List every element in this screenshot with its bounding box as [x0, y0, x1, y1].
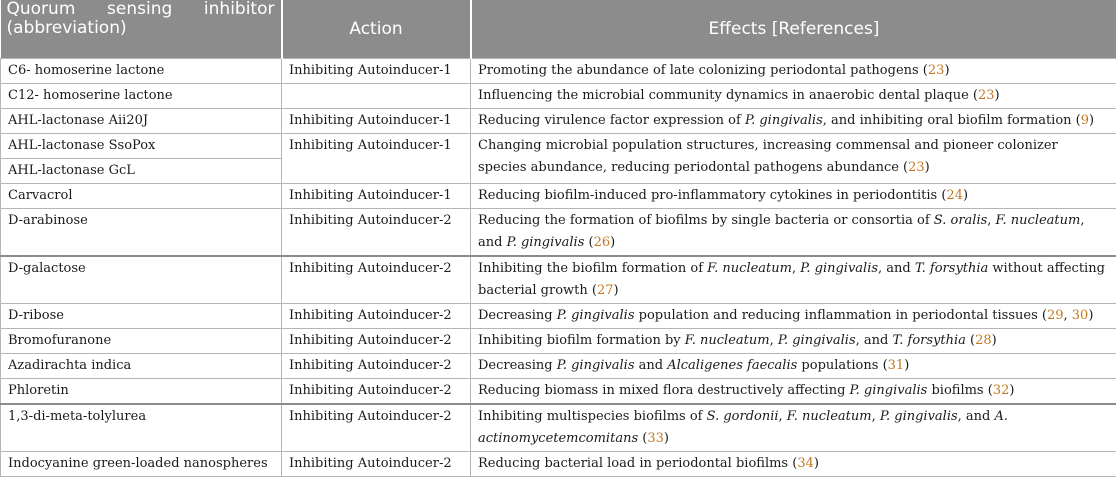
species-name: Alcaligenes faecalis [667, 358, 797, 373]
action-cell: Inhibiting Autoinducer-2 [282, 354, 471, 379]
action-cell: Inhibiting Autoinducer-2 [282, 304, 471, 329]
species-name: F. nucleatum [707, 261, 792, 276]
effect-text: ) [963, 188, 968, 203]
effect-text: ) [614, 283, 619, 298]
effect-text: and [635, 358, 668, 373]
inhibitor-cell: D-arabinose [1, 209, 282, 257]
action-cell: Inhibiting Autoinducer-1 [282, 59, 471, 84]
species-name: P. gingivalis [745, 113, 823, 128]
action-cell: Inhibiting Autoinducer-1 [282, 134, 471, 184]
effect-text: without affecting bacterial growth ( [478, 261, 1105, 298]
table-body [1, 59, 1116, 477]
reference-link[interactable]: 23 [928, 63, 945, 78]
inhibitor-cell: Carvacrol [1, 184, 282, 209]
effect-cell [471, 109, 1116, 134]
table-row [1, 109, 1116, 134]
table-row [1, 304, 1116, 329]
effect-text: , [872, 409, 880, 424]
effect-text: Inhibiting biofilm formation by [478, 333, 685, 348]
effect-cell [471, 134, 1116, 184]
effect-text: Reducing bacterial load in periodontal biofilms ( [478, 456, 797, 471]
table-row [1, 379, 1116, 405]
effect-text: ) [1089, 113, 1094, 128]
effect-text: Reducing the formation of biofilms by single bacteria or consortia of [478, 213, 934, 228]
reference-link[interactable]: 27 [597, 283, 614, 298]
effect-text: , [770, 333, 778, 348]
reference-link[interactable]: 33 [647, 431, 664, 446]
action-cell: Inhibiting Autoinducer-2 [282, 379, 471, 405]
reference-link[interactable]: 23 [978, 88, 995, 103]
action-cell: Inhibiting Autoinducer-2 [282, 209, 471, 257]
table-row [1, 354, 1116, 379]
inhibitor-cell: Phloretin [1, 379, 282, 405]
effect-cell [471, 404, 1116, 452]
reference-link[interactable]: 32 [993, 383, 1010, 398]
table-row [1, 59, 1116, 84]
effect-text: , and [958, 409, 995, 424]
effect-cell [471, 329, 1116, 354]
inhibitor-cell: 1,3-di-meta-tolylurea [1, 404, 282, 452]
species-name: S. gordonii [707, 409, 779, 424]
table-row [1, 184, 1116, 209]
species-name: F. nucleatum [996, 213, 1081, 228]
action-cell: Inhibiting Autoinducer-2 [282, 404, 471, 452]
species-name: P. gingivalis [800, 261, 878, 276]
species-name: F. nucleatum [787, 409, 872, 424]
reference-link[interactable]: 34 [797, 456, 814, 471]
effect-text: Inhibiting the biofilm formation of [478, 261, 707, 276]
species-name: F. nucleatum [685, 333, 770, 348]
reference-link[interactable]: 28 [975, 333, 992, 348]
species-name: P. gingivalis [880, 409, 958, 424]
effect-text: Decreasing [478, 358, 557, 373]
table-header [1, 0, 1116, 59]
effect-text: , and [856, 333, 893, 348]
header-action: Action [282, 0, 471, 59]
effect-text: ( [584, 235, 593, 250]
effect-text: Reducing virulence factor expression of [478, 113, 745, 128]
inhibitor-cell: AHL-lactonase Aii20J [1, 109, 282, 134]
effect-cell [471, 59, 1116, 84]
header-effects: Effects [References] [471, 0, 1116, 59]
effect-text: , and inhibiting oral biofilm formation ( [823, 113, 1081, 128]
reference-link[interactable]: 9 [1081, 113, 1089, 128]
effect-text: ) [944, 63, 949, 78]
reference-link[interactable]: 29 [1047, 308, 1064, 323]
effect-text: populations ( [797, 358, 887, 373]
effect-text: ) [904, 358, 909, 373]
effect-cell [471, 354, 1116, 379]
action-cell: Inhibiting Autoinducer-2 [282, 329, 471, 354]
effect-text: ) [1088, 308, 1093, 323]
effect-text: ) [925, 160, 930, 175]
species-name: P. gingivalis [850, 383, 928, 398]
inhibitor-cell: C6- homoserine lactone [1, 59, 282, 84]
action-cell: Inhibiting Autoinducer-2 [282, 452, 471, 477]
header-inhibitor: Quorum sensing inhibitor (abbreviation) [1, 0, 282, 59]
effect-text: Decreasing [478, 308, 557, 323]
inhibitor-cell: AHL-lactonase GcL [1, 159, 282, 184]
effect-text: ) [1009, 383, 1014, 398]
effect-text: Changing microbial population structures, increasing commensal and pioneer colonizer species abundance, reducing periodontal pathogens abundance ( [478, 138, 1058, 175]
effect-cell [471, 256, 1116, 304]
inhibitor-cell: D-galactose [1, 256, 282, 304]
effect-text: Reducing biomass in mixed flora destructively affecting [478, 383, 850, 398]
reference-link[interactable]: 31 [888, 358, 905, 373]
effect-text: , and [478, 213, 1085, 250]
action-cell: Inhibiting Autoinducer-1 [282, 184, 471, 209]
reference-link[interactable]: 26 [594, 235, 611, 250]
species-name: P. gingivalis [778, 333, 856, 348]
effect-text: biofilms ( [927, 383, 992, 398]
inhibitor-cell: C12- homoserine lactone [1, 84, 282, 109]
table-row [1, 404, 1116, 452]
effect-text: ) [610, 235, 615, 250]
inhibitor-cell: Indocyanine green-loaded nanospheres [1, 452, 282, 477]
effect-text: population and reducing inflammation in periodontal tissues ( [635, 308, 1047, 323]
table-row [1, 329, 1116, 354]
table-row [1, 256, 1116, 304]
table-row [1, 209, 1116, 257]
inhibitor-cell: Azadirachta indica [1, 354, 282, 379]
effect-text: , [1064, 308, 1072, 323]
effect-cell [471, 209, 1116, 257]
action-cell: Inhibiting Autoinducer-1 [282, 109, 471, 134]
table-row [1, 84, 1116, 109]
table-row [1, 134, 1116, 159]
effect-text: ( [638, 431, 647, 446]
reference-link[interactable]: 24 [946, 188, 963, 203]
effect-cell [471, 84, 1116, 109]
reference-link[interactable]: 30 [1072, 308, 1089, 323]
reference-link[interactable]: 23 [908, 160, 925, 175]
species-name: T. forsythia [915, 261, 988, 276]
effect-cell [471, 184, 1116, 209]
species-name: A. actinomycetemcomitans [478, 409, 1008, 446]
effect-text: ) [995, 88, 1000, 103]
effect-text: , and [878, 261, 915, 276]
effect-text: Influencing the microbial community dynamics in anaerobic dental plaque ( [478, 88, 978, 103]
effect-cell [471, 452, 1116, 477]
effect-text: , [792, 261, 800, 276]
action-cell: Inhibiting Autoinducer-2 [282, 256, 471, 304]
effect-text: Inhibiting multispecies biofilms of [478, 409, 707, 424]
inhibitor-cell: Bromofuranone [1, 329, 282, 354]
effect-cell [471, 379, 1116, 405]
effect-text: , [987, 213, 995, 228]
effect-text: ) [814, 456, 819, 471]
inhibitor-cell: AHL-lactonase SsoPox [1, 134, 282, 159]
species-name: P. gingivalis [557, 308, 635, 323]
action-cell [282, 84, 471, 109]
inhibitor-cell: D-ribose [1, 304, 282, 329]
effect-text: ) [992, 333, 997, 348]
effect-cell [471, 304, 1116, 329]
species-name: P. gingivalis [507, 235, 585, 250]
species-name: T. forsythia [892, 333, 965, 348]
table-row [1, 452, 1116, 477]
species-name: S. oralis [934, 213, 988, 228]
effect-text: ( [966, 333, 975, 348]
effect-text: , [779, 409, 787, 424]
effect-text: Reducing biofilm-induced pro-inflammatory cytokines in periodontitis ( [478, 188, 946, 203]
effect-text: Promoting the abundance of late colonizing periodontal pathogens ( [478, 63, 928, 78]
effect-text: ) [664, 431, 669, 446]
species-name: P. gingivalis [557, 358, 635, 373]
